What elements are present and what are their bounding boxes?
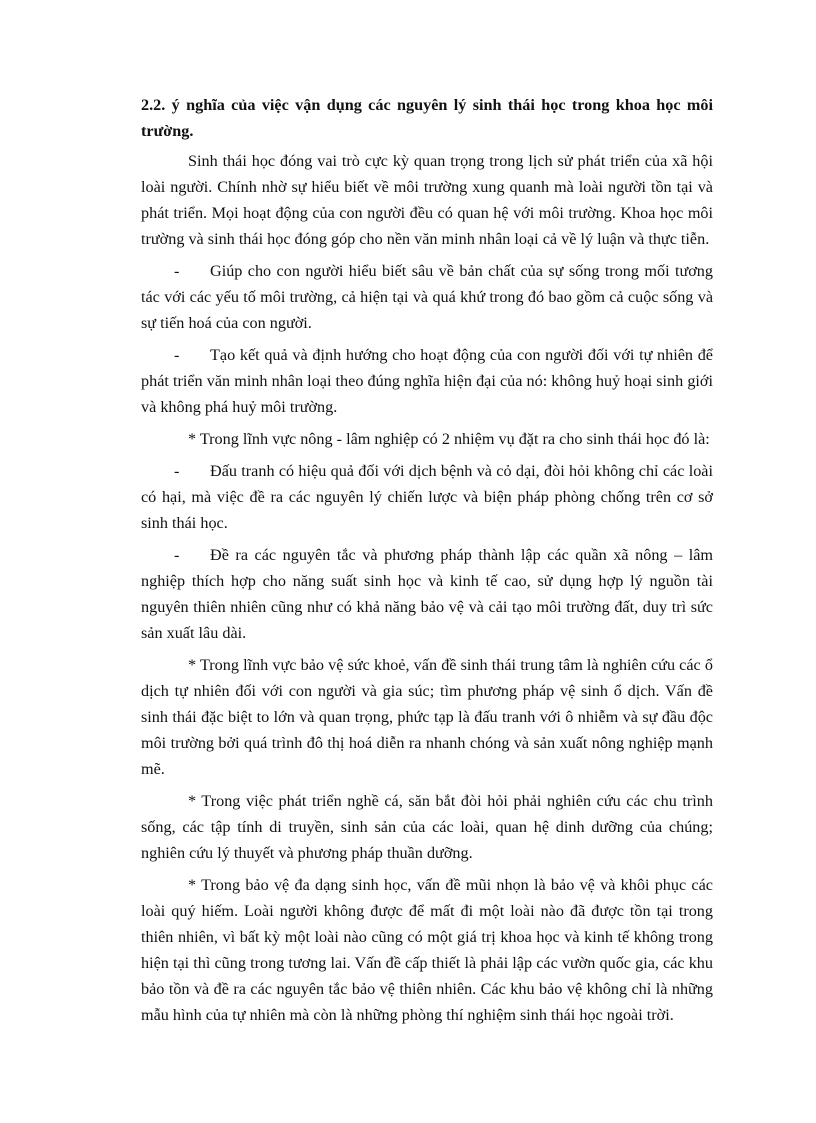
dash-item-pest-control [141, 458, 713, 536]
paragraph-agriculture: * Trong lĩnh vực nông - lâm nghiệp có 2 nhiệm vụ đặt ra cho sinh thái học đó là: [188, 430, 710, 448]
dash-item-text: Tạo kết quả và định hướng cho hoạt động của con người đối với tự nhiên để phát triển văn minh nhân loại theo đúng nghĩa hiện đại của nó: không huỷ hoại sinh giới và không phá huỷ môi trường. [141, 346, 713, 416]
dash-bullet: - [174, 346, 180, 364]
paragraph-intro: Sinh thái học đóng vai trò cực kỳ quan trọng trong lịch sử phát triển của xã hội loài người. Chính nhờ sự hiểu biết về môi trường xung quanh mà loài người tồn tại và phát triển. Mọi hoạt động của con người đều có quan hệ với môi trường. Khoa học môi trường và sinh thái học đóng góp cho nền văn minh nhân loại cả về lý luận và thực tiễn. [141, 152, 713, 248]
dash-bullet: - [174, 462, 180, 480]
document-body [141, 92, 713, 1034]
dash-item-orientation [141, 342, 713, 420]
paragraph-health: * Trong lĩnh vực bảo vệ sức khoẻ, vấn đề sinh thái trung tâm là nghiên cứu các ổ dịch tự nhiên đối với con người và gia súc; tìm phương pháp vệ sinh ổ dịch. Vấn đề sinh thái đặc biệt to lớn và quan trọng, phức tạp là đấu tranh với ô nhiễm và sự đầu độc môi trường bởi quá trình đô thị hoá diễn ra nhanh chóng và sản xuất nông nghiệp mạnh mẽ. [141, 656, 713, 778]
paragraph-fishery: * Trong việc phát triển nghề cá, săn bắt đòi hỏi phải nghiên cứu các chu trình sống, các tập tính di truyền, sinh sản của các loài, quan hệ dinh dưỡng của chúng; nghiên cứu lý thuyết và phương pháp thuần dưỡng. [141, 792, 713, 862]
dash-item-text: Đề ra các nguyên tắc và phương pháp thành lập các quần xã nông – lâm nghiệp thích hợp cho năng suất sinh học và kinh tế cao, sử dụng hợp lý nguồn tài nguyên thiên nhiên cũng như có khả năng bảo vệ và cải tạo môi trường đất, duy trì sức sản xuất lâu dài. [141, 546, 713, 642]
dash-item-text: Giúp cho con người hiểu biết sâu về bản chất của sự sống trong mối tương tác với các yếu tố môi trường, cả hiện tại và quá khứ trong đó bao gồm cả cuộc sống và sự tiến hoá của con người. [141, 262, 713, 332]
paragraph-biodiversity: * Trong bảo vệ đa dạng sinh học, vấn đề mũi nhọn là bảo vệ và khôi phục các loài quý hiếm. Loài người không được để mất đi một loài nào đã được tồn tại trong thiên nhiên, vì bất kỳ một loài nào cũng có một giá trị khoa học và kinh tế không trong hiện tại thì cũng trong tương lai. Vấn đề cấp thiết là phải lập các vườn quốc gia, các khu bảo tồn và đề ra các nguyên tắc bảo vệ thiên nhiên. Các khu bảo vệ không chỉ là những mẫu hình của tự nhiên mà còn là những phòng thí nghiệm sinh thái học ngoài trời. [141, 876, 713, 1024]
dash-item-text: Đấu tranh có hiệu quả đối với dịch bệnh và cỏ dại, đòi hỏi không chỉ các loài có hại, mà việc đề ra các nguyên lý chiến lược và biện pháp phòng chống trên cơ sở sinh thái học. [141, 462, 713, 532]
dash-bullet: - [174, 262, 180, 280]
dash-item-understanding [141, 258, 713, 336]
dash-item-communities [141, 542, 713, 646]
section-heading: 2.2. ý nghĩa của việc vận dụng các nguyên lý sinh thái học trong khoa học môi trường. [141, 96, 713, 140]
dash-bullet: - [174, 546, 180, 564]
